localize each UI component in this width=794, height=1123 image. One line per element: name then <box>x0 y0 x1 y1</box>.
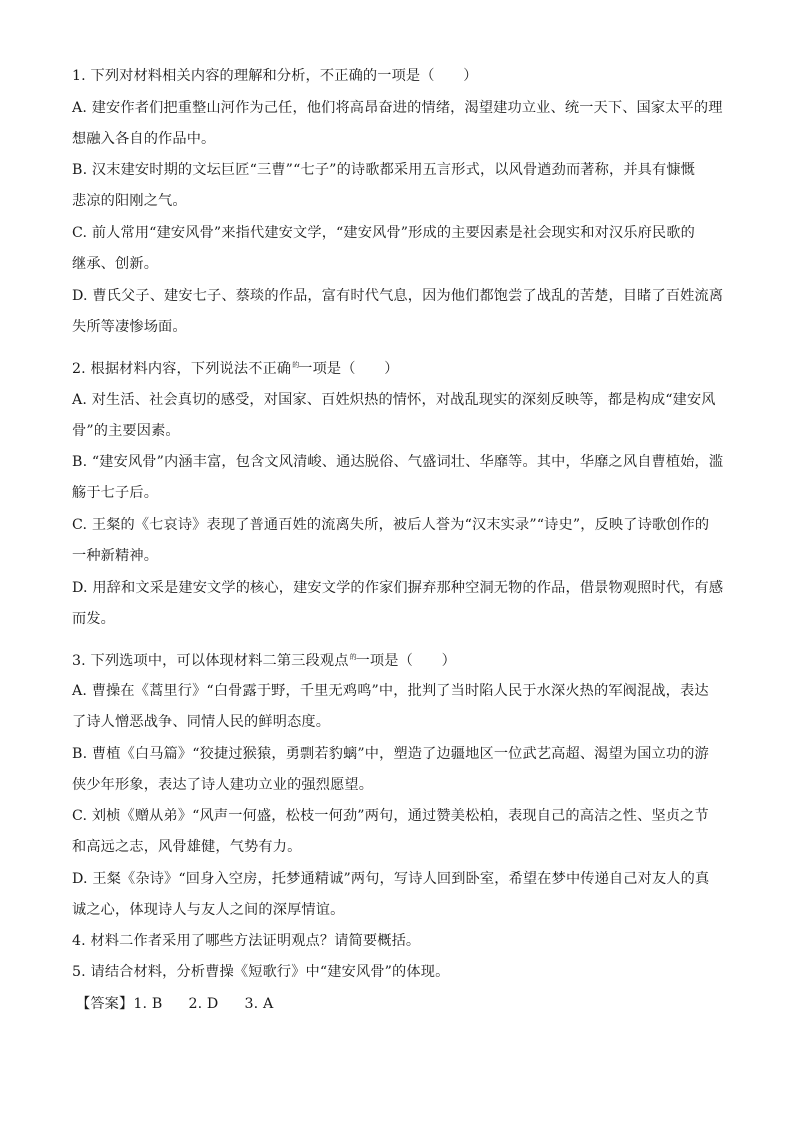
question-3-option-b-line-2: 侠少年形象，表达了诗人建功立业的强烈愿望。 <box>72 777 374 793</box>
answer-item-3: 3. A <box>244 996 274 1012</box>
question-3-option-d-line-2: 诚之心，体现诗人与友人之间的深厚情谊。 <box>72 902 345 918</box>
question-1-option-d-line-2: 失所等凄惨场面。 <box>72 319 187 335</box>
question-2-stem-mark: 的 <box>292 361 300 369</box>
question-2-stem: 2. 根据材料内容，下列说法不正确$^的$一项是（ ） <box>72 361 399 377</box>
question-3-option-c-line-1: C. 刘桢《赠从弟》“风声一何盛，松枝一何劲”两句，通过赞美松柏，表现自己的高洁之性、坚贞之节 <box>72 808 709 824</box>
question-1-option-b-line-1: B. 汉末建安时期的文坛巨匠“三曹”“七子”的诗歌都采用五言形式，以风骨遒劲而著称，并具有慷慨 <box>72 162 696 178</box>
question-1-option-c-line-2: 继承、创新。 <box>72 256 159 272</box>
question-2-option-d-line-1: D. 用辞和文采是建安文学的核心，建安文学的作家们摒弃那种空洞无物的作品，借景物观照时代，有感 <box>72 580 724 596</box>
question-1-option-d-line-1: D. 曹氏父子、建安七子、蔡琰的作品，富有时代气息，因为他们都饱尝了战乱的苦楚，目睹了百姓流离 <box>72 288 724 304</box>
question-3-option-c-line-2: 和高远之志，风骨雄健，气势有力。 <box>72 839 302 855</box>
question-3-option-a-line-2: 了诗人憎恶战争、同情人民的鲜明态度。 <box>72 714 331 730</box>
answer-label: 【答案】 <box>76 996 134 1012</box>
question-2-option-b-line-2: 觞于七子后。 <box>72 485 159 501</box>
question-4-stem: 4. 材料二作者采用了哪些方法证明观点？请简要概括。 <box>72 933 421 949</box>
question-3-option-d-line-1: D. 王粲《杂诗》“回身入空房，托梦通精诚”两句，写诗人回到卧室，希望在梦中传递自己对友人的真 <box>72 871 710 887</box>
question-2-option-c-line-1: C. 王粲的《七哀诗》表现了普通百姓的流离失所，被后人誉为“汉末实录”“诗史”，反映了诗歌创作的 <box>72 517 710 533</box>
answer-item-1: 1. B <box>133 996 163 1012</box>
question-1-option-a-line-2: 想融入各自的作品中。 <box>72 131 216 147</box>
question-2-option-d-line-2: 而发。 <box>72 611 116 627</box>
question-3-stem-mark: 的 <box>349 653 357 661</box>
question-2-option-a-line-1: A. 对生活、社会真切的感受，对国家、百姓炽热的情怀，对战乱现实的深刻反映等，都是构成“建安风 <box>72 392 716 408</box>
question-1-option-c-line-1: C. 前人常用“建安风骨”来指代建安文学，“建安风骨”形成的主要因素是社会现实和对汉乐府民歌的 <box>72 225 695 241</box>
question-1-option-b-line-2: 悲凉的阳刚之气。 <box>72 193 187 209</box>
question-2-option-c-line-2: 一种新精神。 <box>72 548 159 564</box>
answer-line <box>76 994 726 1014</box>
question-3-stem: 3. 下列选项中，可以体现材料二第三段观点$^的$一项是（ ） <box>72 653 456 669</box>
question-3-option-a-line-1: A. 曹操在《蒿里行》“白骨露于野，千里无鸡鸣”中，批判了当时陷人民于水深火热的军阀混战，表达 <box>72 683 709 699</box>
question-2-option-b-line-1: B. “建安风骨”内涵丰富，包含文风清峻、通达脱俗、气盛词壮、华靡等。其中，华靡之风自曹植始，滥 <box>72 454 724 470</box>
question-2-option-a-line-2: 骨”的主要因素。 <box>72 423 180 439</box>
question-5-stem: 5. 请结合材料，分析曹操《短歌行》中“建安风骨”的体现。 <box>72 964 450 980</box>
question-1-stem: 1. 下列对材料相关内容的理解和分析，不正确的一项是（ ） <box>72 68 478 84</box>
answer-item-2: 2. D <box>188 996 219 1012</box>
question-1-option-a-line-1: A. 建安作者们把重整山河作为己任，他们将高昂奋进的情绪，渴望建功立业、统一天下、国家太平的理 <box>72 100 723 116</box>
question-3-option-b-line-1: B. 曹植《白马篇》“狡捷过猴猿，勇剽若豹螭”中，塑造了边疆地区一位武艺高超、渴望为国立功的游 <box>72 746 709 762</box>
